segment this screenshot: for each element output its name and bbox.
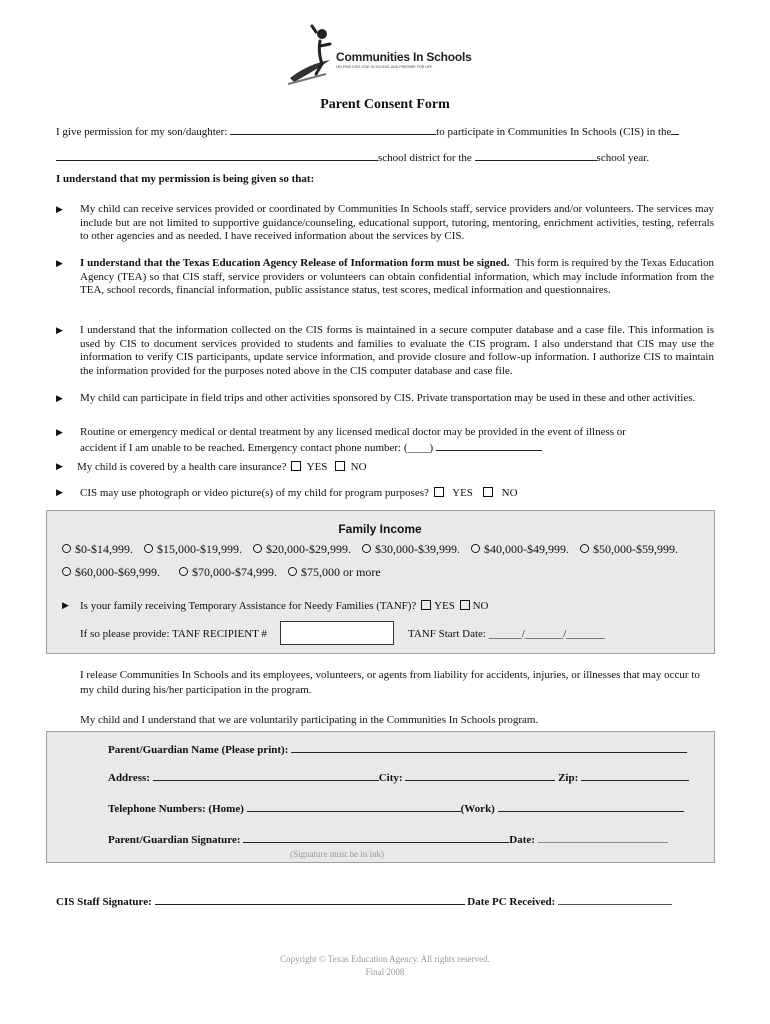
understand-heading: I understand that my permission is being given so that: <box>56 173 315 185</box>
bullet-arrow-icon: ▶ <box>56 204 63 214</box>
income-option[interactable]: $20,000-$29,999. <box>253 542 351 556</box>
tanf-no-label: NO <box>472 600 489 612</box>
permission-label: I give permission for my son/daughter: <box>56 126 228 138</box>
home-phone-label: Telephone Numbers: (Home) <box>108 803 244 815</box>
guardian-signature-label: Parent/Guardian Signature: <box>108 834 241 846</box>
tanf-question-line <box>80 599 488 613</box>
income-option[interactable]: $75,000 or more <box>288 565 381 579</box>
logo-name: Communities In Schools <box>336 50 472 64</box>
tanf-recipient-input[interactable] <box>280 621 394 645</box>
bullet-arrow-icon: ▶ <box>56 461 63 471</box>
income-row-1 <box>62 542 678 557</box>
medical-line1: Routine or emergency medical or dental treatment by any licensed medical doctor may be provided in the event of illness or <box>80 426 626 438</box>
radio-icon <box>471 544 480 553</box>
bullet-photo <box>80 486 518 500</box>
bullet-arrow-icon: ▶ <box>56 427 63 437</box>
bullet-arrow-icon: ▶ <box>56 325 63 335</box>
radio-icon <box>362 544 371 553</box>
bullet-database: I understand that the information collected on the CIS forms is maintained in a secure computer database and a case file. This information is used by CIS to document services provided to students and families to evaluate the CIS program. I also understand that CIS may use the information to verify CIS participants, update service information, and provide closure and follow-up information. I authorize CIS to maintain the information provided for the purposes noted above in the CIS computer database and case file. <box>80 324 714 377</box>
photo-no-label: NO <box>501 487 518 499</box>
zip-input[interactable] <box>581 770 689 781</box>
date-pc-label: Date PC Received: <box>467 896 556 908</box>
address-row <box>108 770 689 784</box>
staff-signature-label: CIS Staff Signature: <box>56 896 152 908</box>
logo <box>286 24 476 86</box>
district-field[interactable] <box>56 150 378 161</box>
guardian-date-label: Date: <box>509 834 535 846</box>
bullet-release <box>80 257 714 298</box>
permission-line <box>56 124 679 139</box>
home-phone-input[interactable] <box>247 801 461 812</box>
city-field[interactable] <box>671 124 679 135</box>
release-rest: This form is required by the Texas Education Agency (TEA) so that CIS staff, service providers or volunteers can obtain confidential information, which may include information from the TEA, school records, financial information, public assistance status, test scores, medical information and questionnaires. <box>80 257 714 297</box>
signature-note: (Signature must be in ink) <box>290 849 384 859</box>
bullet-arrow-icon: ▶ <box>62 600 69 610</box>
insurance-no-checkbox[interactable] <box>335 461 345 471</box>
district-line <box>56 150 649 165</box>
city-input[interactable] <box>405 770 555 781</box>
income-option[interactable]: $30,000-$39,999. <box>362 542 460 556</box>
bullet-arrow-icon: ▶ <box>56 258 63 268</box>
radio-icon <box>144 544 153 553</box>
participate-label: to participate in Communities In Schools (CIS) in the <box>436 126 672 138</box>
logo-figure-icon <box>286 24 342 86</box>
district-label: school district for the <box>378 152 472 164</box>
child-name-field[interactable] <box>230 124 436 135</box>
bullet-medical <box>80 426 626 455</box>
emergency-phone-field[interactable] <box>436 440 542 451</box>
photo-no-checkbox[interactable] <box>483 487 493 497</box>
version: Final 2008 <box>365 967 405 977</box>
release-bold: I understand that the Texas Education Agency Release of Information form must be signed. <box>80 257 510 269</box>
tanf-start-date: TANF Start Date: ______/_______/_______ <box>408 628 605 640</box>
address-input[interactable] <box>153 770 379 781</box>
zip-label: Zip: <box>558 772 579 784</box>
guardian-name-row <box>108 742 687 756</box>
guardian-name-input[interactable] <box>291 742 687 753</box>
bullet-arrow-icon: ▶ <box>56 487 63 497</box>
income-option[interactable]: $0-$14,999. <box>62 542 133 556</box>
medical-line2: accident if I am unable to be reached. Emergency contact phone number: (____) <box>80 441 434 454</box>
income-option[interactable]: $70,000-$74,999. <box>179 565 277 579</box>
copyright: Copyright © Texas Education Agency. All rights reserved. <box>280 954 490 964</box>
phone-row <box>108 801 684 815</box>
guardian-date-input[interactable] <box>538 832 668 843</box>
income-option[interactable]: $50,000-$59,999. <box>580 542 678 556</box>
insurance-yes-checkbox[interactable] <box>291 461 301 471</box>
radio-icon <box>580 544 589 553</box>
voluntary-statement: My child and I understand that we are voluntarily participating in the Communities In Schools program. <box>80 714 539 726</box>
photo-yes-label: YES <box>452 487 473 499</box>
logo-tagline: HELPING KIDS STAY IN SCHOOL AND PREPARE FOR LIFE <box>336 65 433 69</box>
radio-icon <box>62 544 71 553</box>
income-option[interactable]: $40,000-$49,999. <box>471 542 569 556</box>
date-pc-input[interactable] <box>558 894 672 905</box>
school-year-field[interactable] <box>475 150 597 161</box>
page-title: Parent Consent Form <box>320 97 450 112</box>
work-phone-label: (Work) <box>460 803 495 815</box>
tanf-recipient-label: If so please provide: TANF RECIPIENT # <box>80 628 267 640</box>
insurance-no-label: NO <box>350 461 367 473</box>
income-option[interactable]: $60,000-$69,999. <box>62 565 160 579</box>
photo-question: CIS may use photograph or video picture(s) of my child for program purposes? <box>80 487 429 499</box>
staff-signature-row <box>56 894 672 908</box>
tanf-no-checkbox[interactable] <box>460 600 470 610</box>
guardian-signature-row <box>108 832 668 846</box>
photo-yes-checkbox[interactable] <box>434 487 444 497</box>
radio-icon <box>179 567 188 576</box>
work-phone-input[interactable] <box>498 801 684 812</box>
income-row-2 <box>62 565 389 580</box>
insurance-question: My child is covered by a health care insurance? <box>77 461 287 473</box>
radio-icon <box>288 567 297 576</box>
family-income-title: Family Income <box>338 522 422 536</box>
tanf-question: Is your family receiving Temporary Assistance for Needy Families (TANF)? <box>80 600 417 612</box>
insurance-yes-label: YES <box>306 461 328 473</box>
income-option[interactable]: $15,000-$19,999. <box>144 542 242 556</box>
tanf-yes-label: YES <box>434 600 455 612</box>
release-liability: I release Communities In Schools and its employees, volunteers, or agents from liability for accidents, injuries, or illnesses that may occur to my child during his/her participation in the program. <box>80 669 700 696</box>
tanf-yes-checkbox[interactable] <box>421 600 431 610</box>
guardian-name-label: Parent/Guardian Name (Please print): <box>108 744 289 756</box>
bullet-arrow-icon: ▶ <box>56 393 63 403</box>
guardian-signature-input[interactable] <box>243 832 509 843</box>
bullet-services: My child can receive services provided or coordinated by Communities In Schools staff, service providers and/or volunteers. The services may include but are not limited to supportive guidance/counseling, educational support, tutoring, mentoring, enrichment activities, testing, referrals to other agencies and as needed. I have received information about the services by CIS. <box>80 203 714 243</box>
bullet-field-trips: My child can participate in field trips and other activities sponsored by CIS. Private transportation may be used in these and other activities. <box>80 392 696 404</box>
city-label: City: <box>378 772 403 784</box>
bullet-insurance <box>77 460 367 474</box>
radio-icon <box>253 544 262 553</box>
radio-icon <box>62 567 71 576</box>
school-year-label: school year. <box>596 152 650 164</box>
address-label: Address: <box>108 772 150 784</box>
staff-signature-input[interactable] <box>155 894 465 905</box>
